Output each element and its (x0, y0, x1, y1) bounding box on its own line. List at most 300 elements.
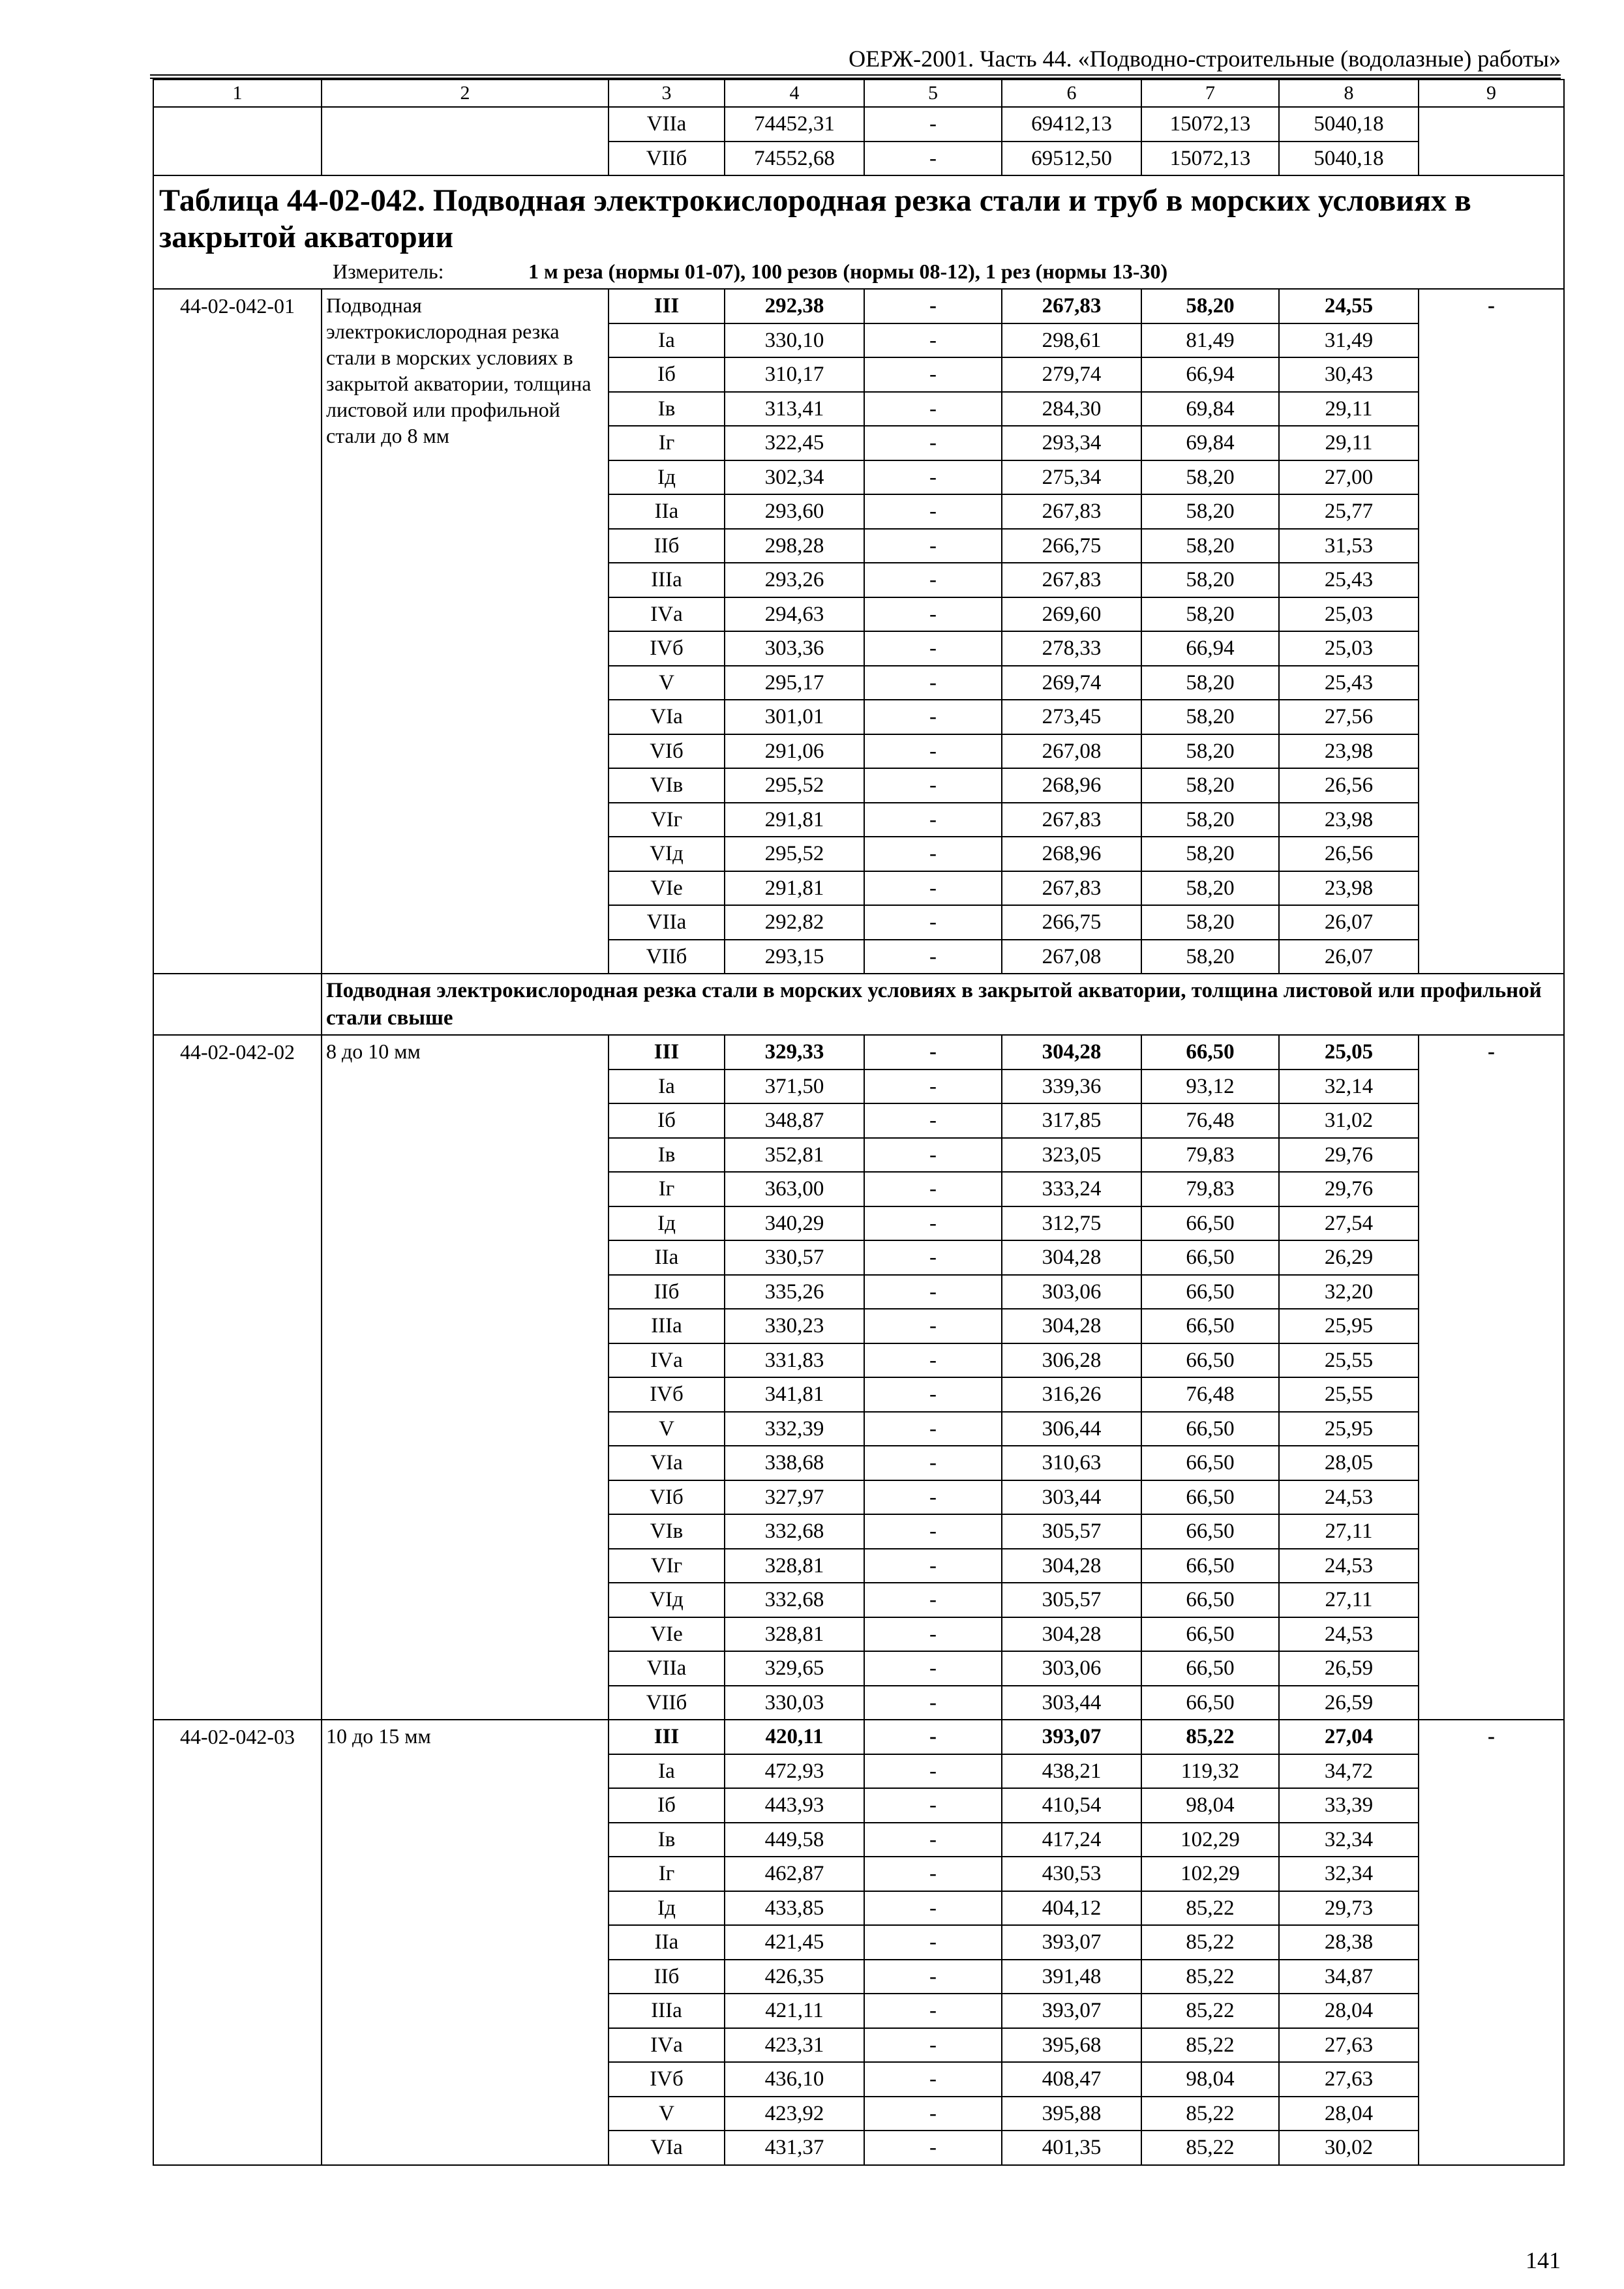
zone-cell: III (609, 289, 725, 323)
value-cell: 295,52 (725, 837, 864, 871)
value-cell: 304,28 (1002, 1549, 1141, 1583)
value-cell: - (864, 1275, 1002, 1309)
value-cell: - (864, 1720, 1002, 1754)
value-cell: 291,06 (725, 734, 864, 769)
value-cell: 58,20 (1141, 940, 1279, 974)
value-cell: 267,08 (1002, 734, 1141, 769)
value-cell: 66,50 (1141, 1275, 1279, 1309)
value-cell: 291,81 (725, 803, 864, 837)
zone-cell: VIд (609, 1583, 725, 1617)
value-cell: 25,05 (1279, 1035, 1419, 1070)
code-cell (153, 107, 322, 175)
value-cell: 27,11 (1279, 1514, 1419, 1549)
value-cell: - (864, 1309, 1002, 1343)
value-cell: - (864, 357, 1002, 392)
value-cell: 363,00 (725, 1172, 864, 1206)
zone-cell: VIа (609, 1446, 725, 1480)
value-cell: 330,10 (725, 323, 864, 358)
value-cell: 66,50 (1141, 1240, 1279, 1275)
value-cell: 32,34 (1279, 1857, 1419, 1891)
value-cell: 58,20 (1141, 529, 1279, 563)
value-cell: 340,29 (725, 1206, 864, 1241)
value-cell: 27,54 (1279, 1206, 1419, 1241)
value-cell: 58,20 (1141, 460, 1279, 495)
value-cell: 31,53 (1279, 529, 1419, 563)
value-cell: - (864, 392, 1002, 426)
value-cell: 25,77 (1279, 494, 1419, 529)
value-cell: 23,98 (1279, 734, 1419, 769)
value-cell: 395,88 (1002, 2097, 1141, 2131)
value-cell: 295,52 (725, 768, 864, 803)
value-cell: 66,50 (1141, 1446, 1279, 1480)
value-cell: 306,28 (1002, 1343, 1141, 1378)
col9-cell: - (1419, 1720, 1564, 2165)
table-title: Таблица 44-02-042. Подводная электрокислородная резка стали и труб в морских условиях в закрытой акватории (159, 183, 1471, 254)
value-cell: - (864, 1823, 1002, 1857)
column-number-row (153, 80, 1564, 107)
value-cell: 331,83 (725, 1343, 864, 1378)
value-cell: 352,81 (725, 1138, 864, 1173)
value-cell: 317,85 (1002, 1103, 1141, 1138)
value-cell: 410,54 (1002, 1788, 1141, 1823)
value-cell: 32,20 (1279, 1275, 1419, 1309)
page-number: 141 (1526, 2247, 1561, 2273)
value-cell: - (864, 1446, 1002, 1480)
value-cell: 26,07 (1279, 940, 1419, 974)
value-cell: 275,34 (1002, 460, 1141, 495)
value-cell: - (864, 666, 1002, 700)
value-cell: - (864, 2028, 1002, 2063)
value-cell: 30,02 (1279, 2131, 1419, 2165)
subheading-row (153, 974, 1564, 1035)
zone-cell: IIб (609, 1275, 725, 1309)
value-cell: 79,83 (1141, 1172, 1279, 1206)
column-number: 8 (1279, 80, 1419, 107)
value-cell: 27,56 (1279, 700, 1419, 734)
value-cell: 66,50 (1141, 1035, 1279, 1070)
value-cell: 401,35 (1002, 2131, 1141, 2165)
value-cell: - (864, 1206, 1002, 1241)
zone-cell: IVа (609, 1343, 725, 1378)
value-cell: 304,28 (1002, 1240, 1141, 1275)
value-cell: 421,45 (725, 1925, 864, 1960)
value-cell: - (864, 1240, 1002, 1275)
value-cell: 69,84 (1141, 392, 1279, 426)
zone-cell: IIб (609, 1960, 725, 1994)
value-cell: - (864, 1583, 1002, 1617)
value-cell: - (864, 563, 1002, 597)
value-cell: 338,68 (725, 1446, 864, 1480)
value-cell: 293,60 (725, 494, 864, 529)
value-cell: 393,07 (1002, 1994, 1141, 2028)
zone-cell: III (609, 1720, 725, 1754)
value-cell: 66,50 (1141, 1412, 1279, 1446)
value-cell: - (864, 1891, 1002, 1926)
value-cell: 32,34 (1279, 1823, 1419, 1857)
table-body (153, 80, 1564, 2165)
zone-cell: Iа (609, 323, 725, 358)
zone-cell: Iв (609, 1823, 725, 1857)
value-cell: 25,03 (1279, 597, 1419, 632)
value-cell: 25,03 (1279, 631, 1419, 666)
value-cell: 66,50 (1141, 1686, 1279, 1720)
value-cell: - (864, 940, 1002, 974)
value-cell: 66,50 (1141, 1309, 1279, 1343)
value-cell: 328,81 (725, 1549, 864, 1583)
value-cell: 33,39 (1279, 1788, 1419, 1823)
value-cell: 31,02 (1279, 1103, 1419, 1138)
value-cell: 102,29 (1141, 1857, 1279, 1891)
value-cell: - (864, 460, 1002, 495)
value-cell: 34,72 (1279, 1754, 1419, 1789)
value-cell: 266,75 (1002, 529, 1141, 563)
value-cell: 76,48 (1141, 1377, 1279, 1412)
value-cell: 26,07 (1279, 905, 1419, 940)
value-cell: 119,32 (1141, 1754, 1279, 1789)
zone-cell: V (609, 2097, 725, 2131)
value-cell: 303,44 (1002, 1686, 1141, 1720)
value-cell: 29,11 (1279, 426, 1419, 460)
value-cell: - (864, 1549, 1002, 1583)
value-cell: 438,21 (1002, 1754, 1141, 1789)
value-cell: 25,55 (1279, 1377, 1419, 1412)
value-cell: 267,83 (1002, 289, 1141, 323)
value-cell: 293,34 (1002, 426, 1141, 460)
table-title-cell (153, 175, 1564, 289)
table-row (153, 107, 1564, 142)
value-cell: 23,98 (1279, 871, 1419, 906)
value-cell: 328,81 (725, 1617, 864, 1652)
value-cell: 27,11 (1279, 1583, 1419, 1617)
norm-description: 8 до 10 мм (322, 1035, 609, 1720)
column-number: 1 (153, 80, 322, 107)
value-cell: 58,20 (1141, 666, 1279, 700)
value-cell: 330,23 (725, 1309, 864, 1343)
zone-cell: VIе (609, 871, 725, 906)
value-cell: - (864, 1754, 1002, 1789)
value-cell: 29,73 (1279, 1891, 1419, 1926)
value-cell: - (864, 597, 1002, 632)
value-cell: 76,48 (1141, 1103, 1279, 1138)
value-cell: 85,22 (1141, 1720, 1279, 1754)
value-cell: 58,20 (1141, 563, 1279, 597)
value-cell: 284,30 (1002, 392, 1141, 426)
value-cell: 34,87 (1279, 1960, 1419, 1994)
value-cell: 266,75 (1002, 905, 1141, 940)
value-cell: 81,49 (1141, 323, 1279, 358)
zone-cell: III (609, 1035, 725, 1070)
zone-cell: VIIб (609, 940, 725, 974)
value-cell: - (864, 1480, 1002, 1515)
value-cell: 335,26 (725, 1275, 864, 1309)
value-cell: 292,82 (725, 905, 864, 940)
value-cell: 292,38 (725, 289, 864, 323)
value-cell: 85,22 (1141, 1925, 1279, 1960)
value-cell: 69512,50 (1002, 142, 1141, 176)
header-rule (150, 74, 1561, 76)
value-cell: 66,50 (1141, 1617, 1279, 1652)
norm-code: 44-02-042-01 (153, 289, 322, 974)
value-cell: 24,53 (1279, 1549, 1419, 1583)
zone-cell: IVа (609, 2028, 725, 2063)
value-cell: 293,15 (725, 940, 864, 974)
value-cell: 28,38 (1279, 1925, 1419, 1960)
value-cell: 30,43 (1279, 357, 1419, 392)
value-cell: 329,65 (725, 1651, 864, 1686)
value-cell: 85,22 (1141, 1891, 1279, 1926)
zone-cell: IIIа (609, 563, 725, 597)
value-cell: - (864, 1103, 1002, 1138)
value-cell: - (864, 494, 1002, 529)
value-cell: 316,26 (1002, 1377, 1141, 1412)
zone-cell: VIг (609, 1549, 725, 1583)
value-cell: 58,20 (1141, 289, 1279, 323)
value-cell: 66,50 (1141, 1651, 1279, 1686)
value-cell: 295,17 (725, 666, 864, 700)
zone-cell: Iд (609, 460, 725, 495)
value-cell: 449,58 (725, 1823, 864, 1857)
zone-cell: IIа (609, 1240, 725, 1275)
value-cell: 23,98 (1279, 803, 1419, 837)
zone-cell: VIв (609, 768, 725, 803)
value-cell: 305,57 (1002, 1583, 1141, 1617)
zone-cell: IIа (609, 1925, 725, 1960)
value-cell: 58,20 (1141, 803, 1279, 837)
value-cell: 421,11 (725, 1994, 864, 2028)
value-cell: 417,24 (1002, 1823, 1141, 1857)
value-cell: 303,06 (1002, 1651, 1141, 1686)
value-cell: 85,22 (1141, 1994, 1279, 2028)
value-cell: 269,74 (1002, 666, 1141, 700)
value-cell: - (864, 107, 1002, 142)
value-cell: - (864, 1788, 1002, 1823)
value-cell: - (864, 734, 1002, 769)
zone-cell: IIа (609, 494, 725, 529)
value-cell: 79,83 (1141, 1138, 1279, 1173)
value-cell: - (864, 768, 1002, 803)
value-cell: 28,04 (1279, 1994, 1419, 2028)
value-cell: - (864, 631, 1002, 666)
table-title-row (153, 175, 1564, 289)
value-cell: VIIа (609, 107, 725, 142)
value-cell: 26,59 (1279, 1686, 1419, 1720)
value-cell: 93,12 (1141, 1070, 1279, 1104)
value-cell: 310,63 (1002, 1446, 1141, 1480)
norm-code: 44-02-042-02 (153, 1035, 322, 1720)
value-cell: 66,50 (1141, 1206, 1279, 1241)
zone-cell: VIа (609, 700, 725, 734)
value-cell: 58,20 (1141, 905, 1279, 940)
value-cell: 66,50 (1141, 1583, 1279, 1617)
value-cell: 102,29 (1141, 1823, 1279, 1857)
value-cell: - (864, 1857, 1002, 1891)
zone-cell: IIIа (609, 1994, 725, 2028)
value-cell: 408,47 (1002, 2062, 1141, 2097)
zone-cell: V (609, 666, 725, 700)
value-cell: 24,53 (1279, 1480, 1419, 1515)
zone-cell: Iд (609, 1891, 725, 1926)
value-cell: 98,04 (1141, 2062, 1279, 2097)
value-cell: 426,35 (725, 1960, 864, 1994)
value-cell: 305,57 (1002, 1514, 1141, 1549)
value-cell: 58,20 (1141, 597, 1279, 632)
value-cell: 302,34 (725, 460, 864, 495)
value-cell: 29,76 (1279, 1138, 1419, 1173)
subheading-spacer (153, 974, 322, 1035)
zone-cell: VIIа (609, 1651, 725, 1686)
value-cell: 436,10 (725, 2062, 864, 2097)
value-cell: 279,74 (1002, 357, 1141, 392)
value-cell: 339,36 (1002, 1070, 1141, 1104)
norms-table (153, 79, 1565, 2166)
value-cell: 327,97 (725, 1480, 864, 1515)
value-cell: 291,81 (725, 871, 864, 906)
value-cell: 25,55 (1279, 1343, 1419, 1378)
value-cell: 66,50 (1141, 1343, 1279, 1378)
value-cell: 313,41 (725, 392, 864, 426)
value-cell: 58,20 (1141, 871, 1279, 906)
value-cell: - (864, 1070, 1002, 1104)
value-cell: - (864, 1925, 1002, 1960)
value-cell: 74452,31 (725, 107, 864, 142)
value-cell: 66,50 (1141, 1480, 1279, 1515)
zone-cell: VIб (609, 734, 725, 769)
value-cell: - (864, 289, 1002, 323)
value-cell: 27,63 (1279, 2028, 1419, 2063)
value-cell: - (864, 426, 1002, 460)
value-cell: - (864, 323, 1002, 358)
value-cell: - (864, 1960, 1002, 1994)
desc-cell (322, 107, 609, 175)
value-cell: 341,81 (725, 1377, 864, 1412)
value-cell: 393,07 (1002, 1720, 1141, 1754)
column-number: 4 (725, 80, 864, 107)
zone-cell: IIIа (609, 1309, 725, 1343)
value-cell: 329,33 (725, 1035, 864, 1070)
value-cell: 24,53 (1279, 1617, 1419, 1652)
zone-cell: IIб (609, 529, 725, 563)
value-cell: 443,93 (725, 1788, 864, 1823)
value-cell: 58,20 (1141, 494, 1279, 529)
zone-cell: IVб (609, 1377, 725, 1412)
value-cell: 24,55 (1279, 289, 1419, 323)
value-cell: 26,29 (1279, 1240, 1419, 1275)
table-row (153, 289, 1564, 323)
zone-cell: Iд (609, 1206, 725, 1241)
zone-cell: VIд (609, 837, 725, 871)
value-cell: 27,04 (1279, 1720, 1419, 1754)
norm-description: Подводная электрокислородная резка стали в морских условиях в закрытой акватории, толщина листовой или профильной стали до 8 мм (322, 289, 609, 974)
zone-cell: VIIа (609, 905, 725, 940)
value-cell: 330,03 (725, 1686, 864, 1720)
value-cell: 303,44 (1002, 1480, 1141, 1515)
value-cell: 348,87 (725, 1103, 864, 1138)
value-cell: 58,20 (1141, 768, 1279, 803)
value-cell: 26,56 (1279, 768, 1419, 803)
value-cell: - (864, 1377, 1002, 1412)
value-cell: 31,49 (1279, 323, 1419, 358)
column-number: 2 (322, 80, 609, 107)
value-cell: 267,83 (1002, 494, 1141, 529)
value-cell: 66,94 (1141, 631, 1279, 666)
value-cell: 322,45 (725, 426, 864, 460)
value-cell: 267,08 (1002, 940, 1141, 974)
value-cell: - (864, 1172, 1002, 1206)
zone-cell: Iа (609, 1754, 725, 1789)
value-cell: 462,87 (725, 1857, 864, 1891)
value-cell: 312,75 (1002, 1206, 1141, 1241)
value-cell: 269,60 (1002, 597, 1141, 632)
value-cell: - (864, 1514, 1002, 1549)
zone-cell: Iв (609, 1138, 725, 1173)
value-cell: 472,93 (725, 1754, 864, 1789)
value-cell: - (864, 1343, 1002, 1378)
zone-cell: Iб (609, 1103, 725, 1138)
value-cell: 304,28 (1002, 1035, 1141, 1070)
value-cell: - (864, 1686, 1002, 1720)
value-cell: 26,56 (1279, 837, 1419, 871)
value-cell: 15072,13 (1141, 107, 1279, 142)
value-cell: 25,43 (1279, 563, 1419, 597)
value-cell: 28,04 (1279, 2097, 1419, 2131)
value-cell: 391,48 (1002, 1960, 1141, 1994)
value-cell: 393,07 (1002, 1925, 1141, 1960)
value-cell: 25,95 (1279, 1412, 1419, 1446)
value-cell: 301,01 (725, 700, 864, 734)
table-row (153, 1035, 1564, 1070)
zone-cell: VIв (609, 1514, 725, 1549)
value-cell: 15072,13 (1141, 142, 1279, 176)
value-cell: - (864, 1035, 1002, 1070)
value-cell: 303,06 (1002, 1275, 1141, 1309)
value-cell: 371,50 (725, 1070, 864, 1104)
subheading: Подводная электрокислородная резка стали в морских условиях в закрытой акватории, толщина листовой или профильной стали свыше (322, 974, 1564, 1035)
value-cell: 430,53 (1002, 1857, 1141, 1891)
value-cell: 26,59 (1279, 1651, 1419, 1686)
value-cell: 267,83 (1002, 871, 1141, 906)
value-cell: 423,92 (725, 2097, 864, 2131)
value-cell: - (864, 529, 1002, 563)
value-cell: - (864, 2097, 1002, 2131)
zone-cell: VIе (609, 1617, 725, 1652)
value-cell: 294,63 (725, 597, 864, 632)
value-cell: 85,22 (1141, 2028, 1279, 2063)
zone-cell: Iб (609, 1788, 725, 1823)
zone-cell: V (609, 1412, 725, 1446)
value-cell: 404,12 (1002, 1891, 1141, 1926)
value-cell: 310,17 (725, 357, 864, 392)
value-cell: 332,39 (725, 1412, 864, 1446)
zone-cell: Iа (609, 1070, 725, 1104)
value-cell: 25,95 (1279, 1309, 1419, 1343)
zone-cell: VIIб (609, 1686, 725, 1720)
value-cell: 268,96 (1002, 837, 1141, 871)
value-cell: 28,05 (1279, 1446, 1419, 1480)
zone-cell: Iг (609, 1172, 725, 1206)
value-cell: 69,84 (1141, 426, 1279, 460)
meter-label: Измеритель: (333, 260, 444, 283)
col9-cell: - (1419, 289, 1564, 974)
value-cell: 29,76 (1279, 1172, 1419, 1206)
value-cell: 69412,13 (1002, 107, 1141, 142)
value-cell: 332,68 (725, 1583, 864, 1617)
value-cell: 267,83 (1002, 803, 1141, 837)
value-cell: 273,45 (1002, 700, 1141, 734)
value-cell: - (864, 700, 1002, 734)
zone-cell: VIб (609, 1480, 725, 1515)
value-cell: 25,43 (1279, 666, 1419, 700)
value-cell: 58,20 (1141, 700, 1279, 734)
